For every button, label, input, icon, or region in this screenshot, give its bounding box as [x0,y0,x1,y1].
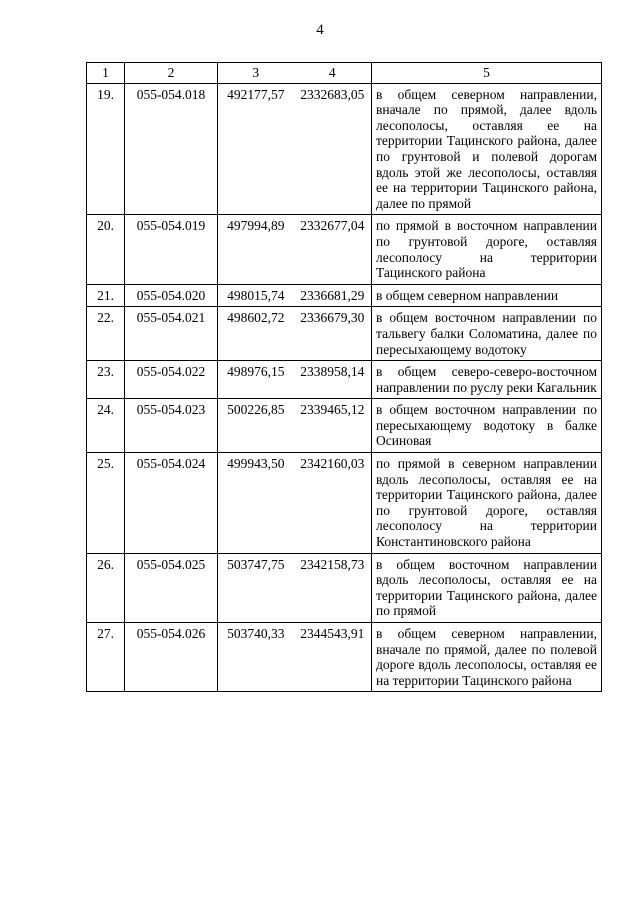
coordinate-x: 503740,33 [218,623,294,692]
coordinate-y: 2336681,29 [294,284,372,307]
table-row [87,361,602,399]
row-number: 22. [87,307,125,361]
point-code: 055-054.020 [125,284,218,307]
point-code: 055-054.024 [125,453,218,554]
table-row [87,215,602,284]
row-number: 19. [87,83,125,215]
coordinate-x: 498015,74 [218,284,294,307]
coordinate-x: 498976,15 [218,361,294,399]
row-number: 26. [87,553,125,622]
boundary-table [86,62,602,692]
point-code: 055-054.019 [125,215,218,284]
boundary-description: в общем северном направлении [372,284,602,307]
header-col-4: 4 [294,63,372,84]
header-col-1: 1 [87,63,125,84]
row-number: 25. [87,453,125,554]
page-number: 4 [316,22,324,38]
coordinate-x: 492177,57 [218,83,294,215]
table-header [87,63,602,84]
coordinate-y: 2339465,12 [294,399,372,453]
point-code: 055-054.022 [125,361,218,399]
header-col-5: 5 [372,63,602,84]
header-col-3: 3 [218,63,294,84]
coordinate-y: 2344543,91 [294,623,372,692]
row-number: 20. [87,215,125,284]
coordinate-y: 2338958,14 [294,361,372,399]
coordinate-x: 503747,75 [218,553,294,622]
boundary-description: в общем северном направлении, вначале по прямой, далее по полевой дороге вдоль лесополосы, оставляя ее на территории Тацинского района [372,623,602,692]
header-row [87,63,602,84]
coordinate-x: 499943,50 [218,453,294,554]
coordinate-x: 498602,72 [218,307,294,361]
boundary-description: по прямой в восточном направлении по грунтовой дороге, оставляя лесополосу на территории Тацинского района [372,215,602,284]
table-body [87,83,602,692]
table-row [87,307,602,361]
boundary-description: в общем северо-северо-восточном направлении по руслу реки Кагальник [372,361,602,399]
coordinate-y: 2336679,30 [294,307,372,361]
table-row [87,399,602,453]
point-code: 055-054.025 [125,553,218,622]
table-row [87,453,602,554]
point-code: 055-054.021 [125,307,218,361]
table-row [87,83,602,215]
table-row [87,553,602,622]
coordinate-x: 500226,85 [218,399,294,453]
coordinate-y: 2342160,03 [294,453,372,554]
boundary-description: в общем северном направлении, вначале по прямой, далее вдоль лесополосы, оставляя ее на территории Тацинского района, далее по грунтовой и полевой дорогам вдоль этой же лесополосы, оставляя ее на территории Тацинского района, далее по прямой [372,83,602,215]
coordinate-y: 2332677,04 [294,215,372,284]
boundary-description: в общем восточном направлении вдоль лесополосы, оставляя ее на территории Тацинского района, далее по прямой [372,553,602,622]
table-row [87,623,602,692]
header-col-2: 2 [125,63,218,84]
point-code: 055-054.023 [125,399,218,453]
row-number: 27. [87,623,125,692]
row-number: 21. [87,284,125,307]
coordinate-x: 497994,89 [218,215,294,284]
row-number: 24. [87,399,125,453]
row-number: 23. [87,361,125,399]
point-code: 055-054.018 [125,83,218,215]
table-row [87,284,602,307]
point-code: 055-054.026 [125,623,218,692]
boundary-description: в общем восточном направлении по пересыхающему водотоку в балке Осиновая [372,399,602,453]
coordinate-y: 2332683,05 [294,83,372,215]
boundary-description: по прямой в северном направлении вдоль лесополосы, оставляя ее на территории Тацинского района, далее по грунтовой дороге, оставляя лесополосу на территории Константиновского района [372,453,602,554]
coordinate-y: 2342158,73 [294,553,372,622]
boundary-description: в общем восточном направлении по тальвегу балки Соломатина, далее по пересыхающему водотоку [372,307,602,361]
